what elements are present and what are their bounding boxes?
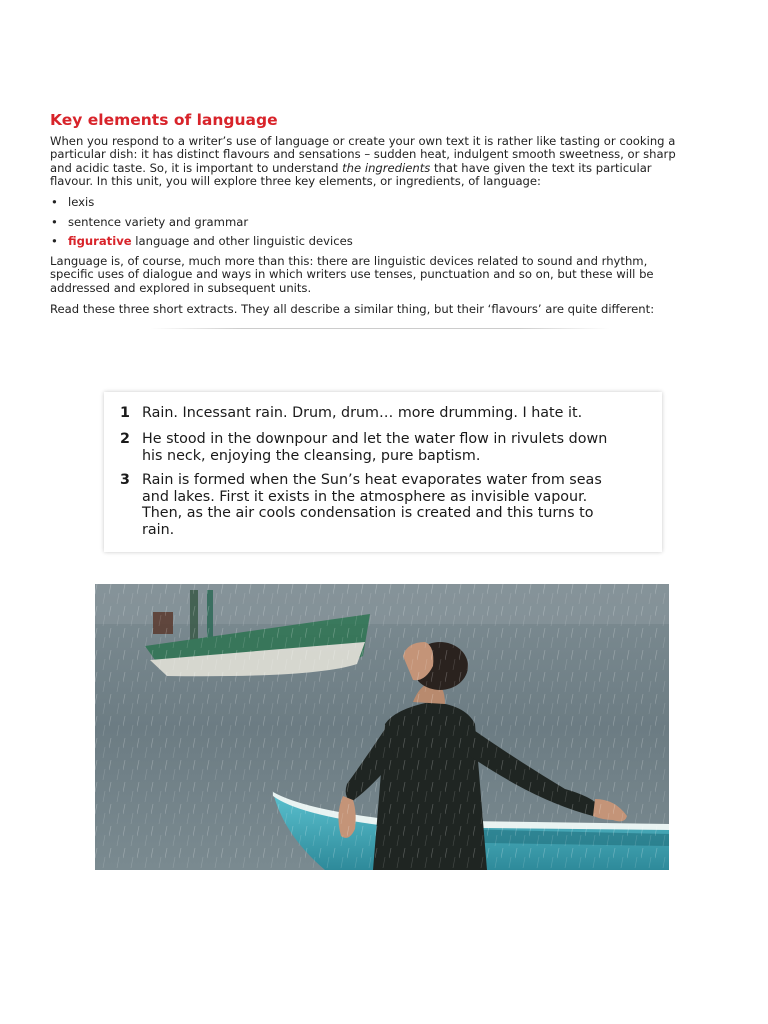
bullet-icon: • — [51, 214, 58, 229]
page-title: Key elements of language — [50, 111, 278, 129]
para2-line-3: addressed and explored in subsequent units. — [50, 280, 312, 295]
figurative-key-term: figurative — [68, 234, 132, 248]
extract-1 — [120, 405, 640, 422]
extracts-box — [104, 392, 662, 552]
bullet-item-lexis — [50, 195, 353, 215]
intro-line-3a: and acidic taste. So, it is important to understand — [50, 160, 343, 175]
extract-text: Rain is formed when the Sun’s heat evaporates water from seas — [142, 472, 602, 488]
extract-3 — [120, 472, 640, 538]
intro-line-4: flavour. In this unit, you will explore three key elements, or ingredients, of language: — [50, 174, 541, 189]
intro-italic-term: the ingredients — [342, 160, 431, 175]
paragraph-read-extracts: Read these three short extracts. They all describe a similar thing, but their ‘flavours’ are quite different: — [50, 302, 655, 316]
rain-photo — [95, 584, 669, 870]
extract-number: 3 — [120, 472, 130, 488]
intro-paragraph — [50, 135, 720, 189]
intro-line-3b: that have given the text its particular — [430, 160, 652, 175]
bullet-item-figurative — [50, 234, 353, 254]
bullet-text: sentence variety and grammar — [68, 214, 249, 229]
divider — [150, 328, 610, 329]
extract-text: and lakes. First it exists in the atmosphere as invisible vapour. — [142, 488, 588, 505]
bullet-icon: • — [51, 234, 58, 248]
extract-text: Then, as the air cools condensation is created and this turns to — [142, 505, 594, 522]
intro-line-1: When you respond to a writer’s use of language or create your own text it is rather like tasting or cooking a — [50, 134, 676, 148]
extract-text: He stood in the downpour and let the water flow in rivulets down — [142, 431, 608, 447]
extract-2 — [120, 431, 640, 464]
bullet-text: lexis — [68, 195, 95, 209]
para2-line-1: Language is, of course, much more than this: there are linguistic devices related to sound and rhythm, — [50, 254, 648, 268]
bullet-icon: • — [51, 195, 58, 209]
extract-text: his neck, enjoying the cleansing, pure baptism. — [142, 447, 481, 464]
para2-line-2: specific uses of dialogue and ways in which writers use tenses, punctuation and so on, but these will be — [50, 267, 654, 282]
extract-number: 1 — [120, 405, 130, 421]
paragraph-linguistic-devices — [50, 255, 720, 295]
extract-text: Rain. Incessant rain. Drum, drum… more drumming. I hate it. — [142, 405, 583, 421]
extract-text: rain. — [142, 521, 175, 538]
bullet-text: language and other linguistic devices — [131, 234, 353, 248]
extract-number: 2 — [120, 431, 130, 447]
intro-line-2: particular dish: it has distinct flavours and sensations – sudden heat, indulgent smooth sweetness, or sharp — [50, 147, 676, 162]
elements-bullet-list — [50, 195, 353, 254]
bullet-item-sentence-variety — [50, 215, 353, 235]
